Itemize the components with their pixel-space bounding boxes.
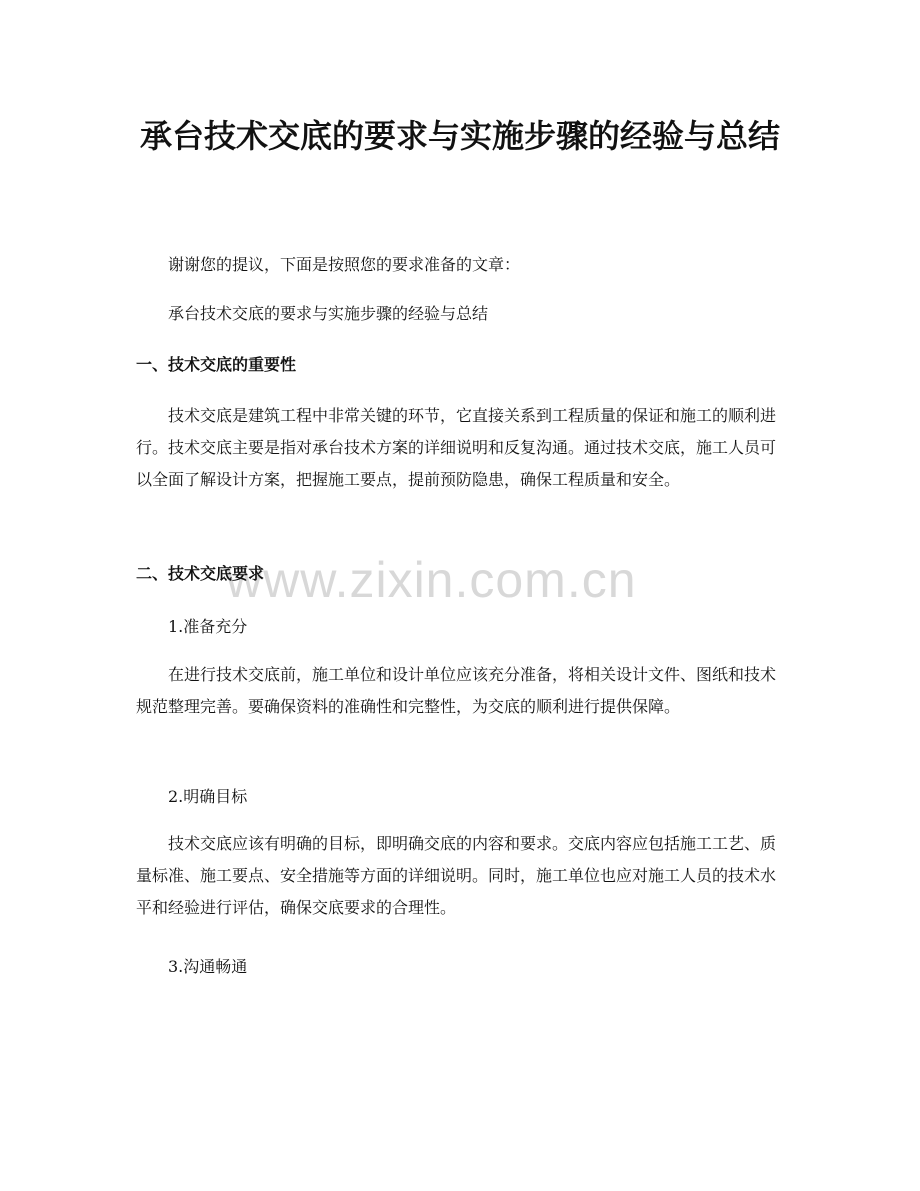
section-heading-1: 一、技术交底的重要性 bbox=[136, 355, 297, 374]
subtitle-paragraph: 承台技术交底的要求与实施步骤的经验与总结 bbox=[168, 304, 489, 323]
watermark-text: www.zixin.com.cn bbox=[226, 552, 637, 608]
section-heading-2: 二、技术交底要求 bbox=[136, 564, 265, 583]
list-item-label: 1.准备充分 bbox=[168, 617, 248, 636]
body-paragraph: 技术交底是建筑工程中非常关键的环节，它直接关系到工程质量的保证和施工的顺利进行。技术交底主要是指对承台技术方案的详细说明和反复沟通。通过技术交底，施工人员可以全面了解设计方案，把握施工要点，提前预防隐患，确保工程质量和安全。 bbox=[136, 406, 777, 489]
intro-paragraph: 谢谢您的提议，下面是按照您的要求准备的文章： bbox=[168, 255, 521, 274]
body-paragraph: 技术交底应该有明确的目标，即明确交底的内容和要求。交底内容应包括施工工艺、质量标准、施工要点、安全措施等方面的详细说明。同时，施工单位也应对施工人员的技术水平和经验进行评估，确保交底要求的合理性。 bbox=[136, 834, 777, 917]
body-paragraph: 在进行技术交底前，施工单位和设计单位应该充分准备，将相关设计文件、图纸和技术规范整理完善。要确保资料的准确性和完整性，为交底的顺利进行提供保障。 bbox=[136, 665, 777, 716]
list-item-label: 2.明确目标 bbox=[168, 787, 248, 806]
list-item-label: 3.沟通畅通 bbox=[168, 957, 248, 976]
document-title: 承台技术交底的要求与实施步骤的经验与总结 bbox=[139, 117, 780, 155]
